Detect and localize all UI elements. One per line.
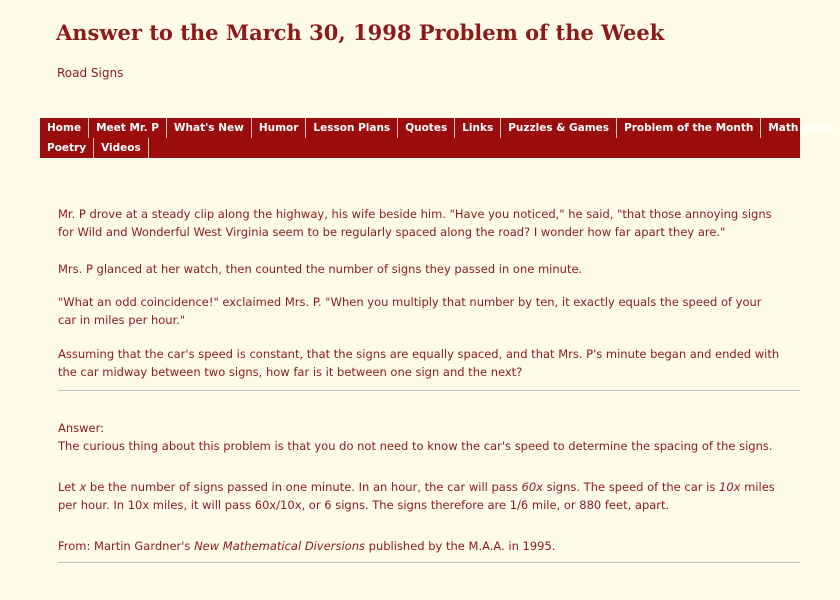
text-line: the car midway between two signs, how far is it between one sign and the next? [58,365,523,379]
variable-x: x [79,480,87,494]
nav-whats-new[interactable]: What's New [167,118,252,138]
text-line [58,478,775,496]
nav-problem-of-month[interactable]: Problem of the Month [617,118,761,138]
text-line: Mrs. P glanced at her watch, then counted the number of signs they passed in one minute. [58,262,583,276]
nav-poetry[interactable]: Poetry [40,138,94,158]
text-fragment: be the number of signs passed in one minute. In an hour, the car will pass [86,480,522,494]
answer-heading: Answer: [58,421,105,435]
text-line: "What an odd coincidence!" exclaimed Mrs. P. "When you multiply that number by ten, it exactly equals the speed of your [58,295,762,309]
nav-humor[interactable]: Humor [252,118,307,138]
nav-videos[interactable]: Videos [94,138,149,158]
text-line: for Wild and Wonderful West Virginia seem to be regularly spaced along the road? I wonder how far apart they are." [58,225,726,239]
book-title: New Mathematical Diversions [194,539,365,553]
text-line: Assuming that the car's speed is constant, that the signs are equally spaced, and that Mrs. P's minute began and ended with [58,347,780,361]
nav-math-facts[interactable]: Math Facts [768,122,834,134]
text-fragment: published by the M.A.A. in 1995. [364,539,556,553]
nav-lesson-plans[interactable]: Lesson Plans [306,118,398,138]
nav-meet-mr-p[interactable]: Meet Mr. P [89,118,167,138]
text-fragment: Let [58,480,80,494]
problem-paragraph-2 [58,260,582,278]
text-fragment: miles [740,480,775,494]
problem-paragraph-4 [58,345,779,381]
text-line [58,537,555,555]
nav-quotes[interactable]: Quotes [398,118,455,138]
problem-paragraph-1 [58,205,772,241]
main-nav [40,118,834,158]
text-line: Mr. P drove at a steady clip along the highway, his wife beside him. "Have you noticed," he said, "that those annoying signs [58,207,772,221]
divider [58,562,800,564]
nav-row-2 [40,138,149,158]
page-title: Answer to the March 30, 1998 Problem of the Week [56,20,665,45]
text-line: per hour. In 10x miles, it will pass 60x/10x, or 6 signs. The signs therefore are 1/6 mile, or 880 feet, apart. [58,498,670,512]
answer-heading-block [58,419,773,455]
page-subtitle: Road Signs [57,66,124,80]
nav-row-1 [40,118,840,138]
variable-10x: 10x [719,480,741,494]
text-fragment: From: Martin Gardner's [58,539,195,553]
source-citation [58,537,555,555]
nav-home[interactable]: Home [40,118,89,138]
variable-60x: 60x [521,480,543,494]
text-fragment: signs. The speed of the car is [542,480,719,494]
text-line: car in miles per hour." [58,313,186,327]
text-line: The curious thing about this problem is that you do not need to know the car's speed to determine the spacing of the signs. [58,439,773,453]
answer-paragraph-2 [58,478,775,514]
divider [58,390,800,392]
nav-puzzles-games[interactable]: Puzzles & Games [501,118,617,138]
problem-paragraph-3 [58,293,762,329]
nav-links[interactable]: Links [455,118,501,138]
